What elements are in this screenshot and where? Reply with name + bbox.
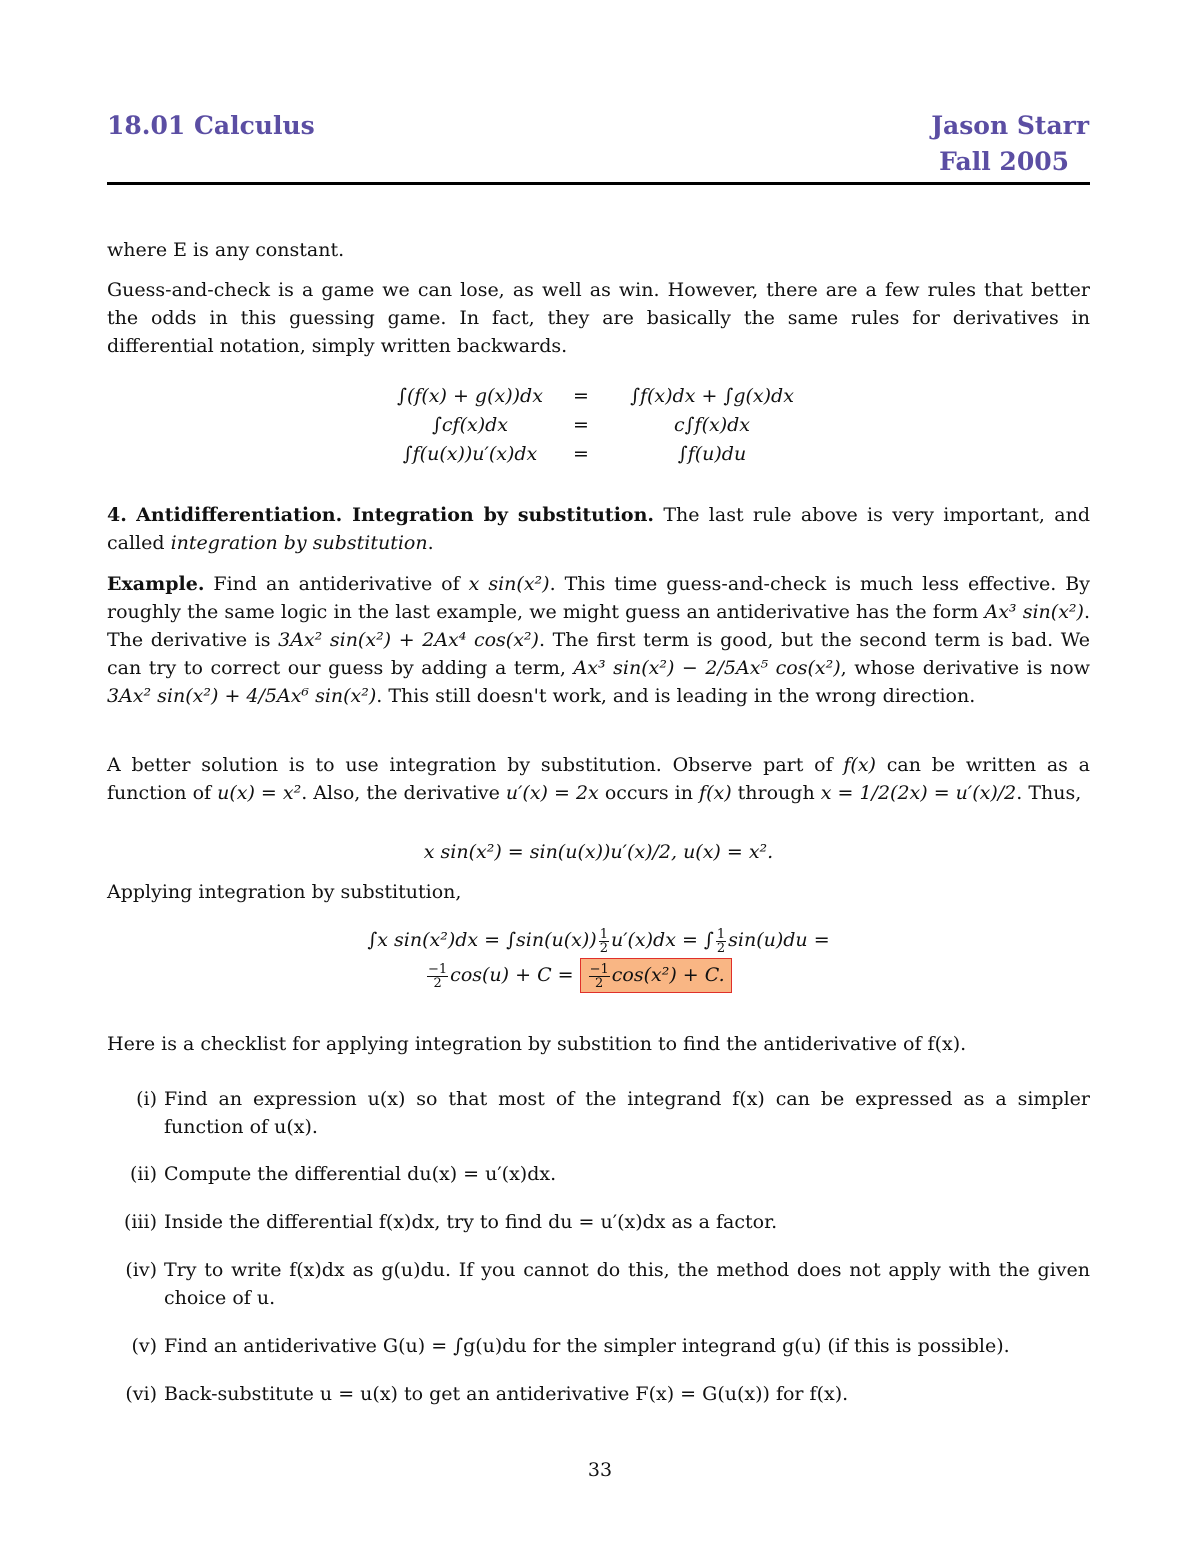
fraction-half — [599, 928, 609, 955]
term-label: Fall 2005 — [939, 147, 1069, 176]
fraction-numerator: 1 — [599, 926, 608, 942]
list-text: Find an antiderivative G(u) = ∫g(u)du for the simpler integrand g(u) (if this is possible). — [164, 1335, 1010, 1357]
section-lead: The last rule above is very important, and called — [107, 504, 1090, 554]
example-text: , whose derivative is now — [840, 657, 1090, 679]
header-divider — [107, 182, 1090, 185]
answer-text: cos(x²) + C. — [611, 964, 725, 986]
example-text: . The derivative is — [107, 601, 1090, 651]
rule-eq: = — [573, 443, 589, 465]
fraction-half — [716, 928, 726, 955]
math-part: ∫x sin(x²)dx = ∫sin(u(x)) — [367, 929, 597, 951]
list-text: Try to write f(x)dx as g(u)du. If you cannot do this, the method does not apply with the given choice of u. — [164, 1259, 1090, 1309]
rule-sum — [380, 382, 820, 411]
body-text: through — [737, 782, 815, 804]
list-text: Compute the differential du(x) = u′(x)dx. — [164, 1163, 557, 1185]
section-number: 4. — [107, 504, 127, 526]
list-number: (v) — [131, 1335, 157, 1357]
rule-rhs: ∫f(x)dx + ∫g(x)dx — [630, 385, 794, 407]
list-number: (iii) — [123, 1211, 157, 1233]
math-inline: x sin(x²) — [468, 573, 550, 595]
math-inline: f(x) — [843, 754, 876, 776]
fraction-numerator: −1 — [428, 961, 448, 977]
example-text: . This time guess-and-check is much less effective. By roughly the same logic in the last example, we might guess an antiderivative has the form — [107, 573, 1090, 623]
math-inline: u′(x) = 2x — [505, 782, 599, 804]
section-term: integration by substitution — [170, 532, 428, 554]
math-inline: x = 1/2(2x) = u′(x)/2 — [820, 782, 1017, 804]
substitution-line-2 — [425, 958, 732, 993]
math-inline: 3Ax² sin(x²) + 4/5Ax⁶ sin(x²) — [107, 685, 377, 707]
rule-rhs: c∫f(x)dx — [674, 414, 750, 436]
fraction-neg-half — [427, 963, 448, 990]
applying-line: Applying integration by substitution, — [107, 881, 462, 903]
list-text: Inside the differential f(x)dx, try to find du = u′(x)dx as a factor. — [164, 1211, 778, 1233]
guess-check-paragraph: Guess-and-check is a game we can lose, as well as win. However, there are a few rules that better the odds in this guessing game. In fact, they are basically the same rules for derivatives in differential notation, simply written backwards. — [107, 279, 1090, 357]
section-end: . — [427, 532, 434, 554]
course-title: 18.01 Calculus — [107, 111, 315, 140]
substitution-line-1 — [107, 926, 1090, 955]
math-inline: Ax³ sin(x²) − 2/5Ax⁵ cos(x²) — [573, 657, 841, 679]
fraction-denominator: 2 — [599, 940, 608, 956]
body-text: . Thus, — [1016, 782, 1082, 804]
body-text: . Also, the derivative — [301, 782, 500, 804]
rule-eq: = — [573, 385, 589, 407]
author-name: Jason Starr — [931, 111, 1089, 140]
integration-rules — [380, 382, 820, 469]
list-number: (vi) — [125, 1383, 157, 1405]
math-inline: Ax³ sin(x²) — [984, 601, 1084, 623]
math-inline: f(x) — [699, 782, 732, 804]
math-inline: 3Ax² sin(x²) + 2Ax⁴ cos(x²) — [278, 629, 539, 651]
example-text: . The first term is good, but the second term is bad. We can try to correct our guess by adding a term, — [107, 629, 1090, 679]
list-number: (ii) — [130, 1163, 157, 1185]
example-text: Find an antiderivative of — [213, 573, 460, 595]
example-text: . This still doesn't work, and is leading in the wrong direction. — [376, 685, 976, 707]
rule-lhs: ∫(f(x) + g(x))dx — [397, 385, 543, 407]
math-part: sin(u)du = — [728, 929, 830, 951]
rule-rhs: ∫f(u)du — [677, 443, 747, 465]
where-line: where E is any constant. — [107, 239, 345, 261]
math-part: cos(u) + C = — [450, 964, 574, 986]
body-text: can be written as a function of — [107, 754, 1091, 804]
math-inline: u(x) = x² — [217, 782, 302, 804]
rule-lhs: ∫f(u(x))u′(x)dx — [402, 443, 538, 465]
list-number: (i) — [136, 1088, 157, 1110]
body-text: A better solution is to use integration by substitution. Observe part of — [107, 754, 833, 776]
math-part: u′(x)dx = ∫ — [610, 929, 714, 951]
rule-substitution — [380, 440, 820, 469]
example-paragraph — [107, 570, 1090, 710]
display-equation: x sin(x²) = sin(u(x))u′(x)/2, u(x) = x². — [423, 841, 774, 863]
fraction-denominator: 2 — [716, 940, 726, 956]
checklist-intro: Here is a checklist for applying integration by substition to find the antiderivative of f(x). — [107, 1033, 967, 1055]
rule-lhs: ∫cf(x)dx — [432, 414, 508, 436]
list-text: Back-substitute u = u(x) to get an antiderivative F(x) = G(u(x)) for f(x). — [164, 1383, 849, 1405]
example-label: Example. — [107, 573, 205, 595]
page-number: 33 — [587, 1459, 613, 1481]
list-text: Find an expression u(x) so that most of the integrand f(x) can be expressed as a simpler function of u(x). — [164, 1088, 1090, 1138]
section-4 — [107, 501, 1090, 557]
rule-constant — [380, 411, 820, 440]
body-text: occurs in — [604, 782, 693, 804]
highlighted-answer — [580, 958, 732, 993]
rule-eq: = — [573, 414, 589, 436]
section-title: Antidifferentiation. Integration by substitution. — [136, 504, 655, 526]
better-solution-paragraph — [107, 751, 1090, 807]
fraction-denominator: 2 — [433, 975, 442, 991]
fraction-neg-half — [589, 963, 610, 990]
fraction-numerator: 1 — [716, 926, 726, 942]
fraction-denominator: 2 — [595, 975, 604, 991]
list-number: (iv) — [125, 1259, 157, 1281]
fraction-numerator: −1 — [589, 961, 609, 977]
